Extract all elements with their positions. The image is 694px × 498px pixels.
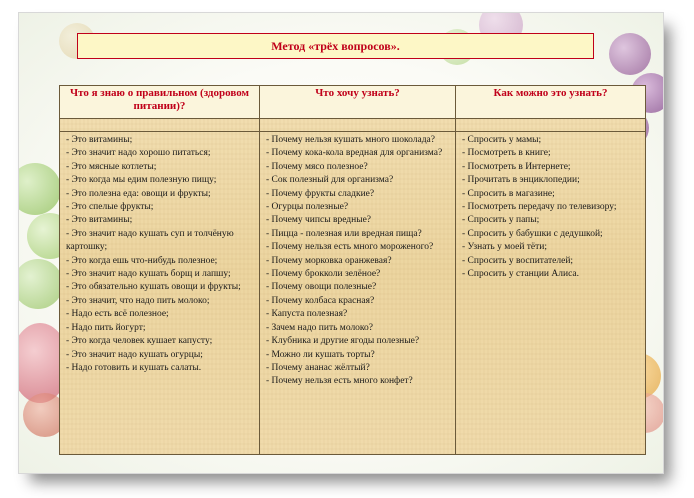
list-item: - Клубника и другие ягоды полезные? bbox=[266, 336, 420, 347]
column-what-i-want-to-know bbox=[260, 132, 456, 455]
list-item: - Это значит надо кушать суп и толчёную картошку; bbox=[66, 228, 234, 253]
table-header-row bbox=[60, 86, 646, 119]
list-item: - Спросить у воспитателей; bbox=[462, 255, 574, 266]
list-item: - Спросить у мамы; bbox=[462, 135, 542, 145]
list-item: - Посмотреть в книге; bbox=[462, 148, 551, 159]
spacer-cell bbox=[456, 119, 646, 132]
header-how-to-find-out: Как можно это узнать? bbox=[456, 86, 646, 119]
list-item: - Сок полезный для организма? bbox=[266, 175, 394, 186]
list-item: - Почему кока-кола вредная для организма? bbox=[266, 148, 443, 159]
list-item: - Это полезна еда: овощи и фрукты; bbox=[66, 188, 211, 199]
list-item: - Спросить у папы; bbox=[462, 215, 540, 226]
list-item: - Почему ананас жёлтый? bbox=[266, 362, 370, 373]
list-item: - Это когда мы едим полезную пищу; bbox=[66, 175, 217, 186]
list-item: - Это значит, что надо пить молоко; bbox=[66, 295, 210, 306]
list-item: - Зачем надо пить молоко? bbox=[266, 322, 374, 333]
sources-list bbox=[462, 134, 639, 281]
list-item: - Можно ли кушать торты? bbox=[266, 349, 375, 360]
list-item: - Надо есть всё полезное; bbox=[66, 309, 169, 320]
table-body-row bbox=[60, 132, 646, 455]
list-item: - Это мясные котлеты; bbox=[66, 161, 157, 172]
list-item: - Почему нельзя кушать много шоколада? bbox=[266, 135, 435, 145]
list-item: - Это значит надо кушать борщ и лапшу; bbox=[66, 269, 231, 280]
list-item: - Это витамины; bbox=[66, 135, 133, 145]
purple-grape-decoration bbox=[609, 33, 651, 75]
list-item: - Это витамины; bbox=[66, 215, 133, 226]
known-facts-list bbox=[66, 134, 253, 375]
list-item: - Это спелые фрукты; bbox=[66, 202, 154, 213]
list-item: - Надо готовить и кушать салаты. bbox=[66, 362, 202, 373]
list-item: - Спросить у станции Алиса. bbox=[462, 269, 580, 280]
list-item: - Посмотреть передачу по телевизору; bbox=[462, 202, 617, 213]
slide-title: Метод «трёх вопросов». bbox=[77, 33, 594, 59]
list-item: - Прочитать в энциклопедии; bbox=[462, 175, 580, 186]
list-item: - Почему мясо полезное? bbox=[266, 161, 368, 172]
slide bbox=[18, 12, 664, 474]
list-item: - Почему чипсы вредные? bbox=[266, 215, 372, 226]
list-item: - Почему брокколи зелёное? bbox=[266, 269, 381, 280]
list-item: - Огурцы полезные? bbox=[266, 202, 349, 213]
list-item: - Это значит надо хорошо питаться; bbox=[66, 148, 211, 159]
list-item: - Капуста полезная? bbox=[266, 309, 348, 320]
list-item: - Спросить в магазине; bbox=[462, 188, 555, 199]
list-item: - Почему морковка оранжевая? bbox=[266, 255, 392, 266]
list-item: - Это когда человек кушает капусту; bbox=[66, 336, 213, 347]
column-how-to-find-out bbox=[456, 132, 646, 455]
header-what-i-want-to-know: Что хочу узнать? bbox=[260, 86, 456, 119]
green-grape-decoration bbox=[18, 163, 61, 215]
list-item: - Пицца - полезная или вредная пища? bbox=[266, 228, 422, 239]
list-item: - Почему фрукты сладкие? bbox=[266, 188, 375, 199]
three-questions-table bbox=[59, 85, 646, 455]
green-grape-decoration bbox=[18, 259, 63, 309]
spacer-cell bbox=[60, 119, 260, 132]
list-item: - Это значит надо кушать огурцы; bbox=[66, 349, 203, 360]
list-item: - Почему овощи полезные? bbox=[266, 282, 377, 293]
questions-list bbox=[266, 134, 449, 389]
list-item: - Спросить у бабушки с дедушкой; bbox=[462, 228, 603, 239]
spacer-cell bbox=[260, 119, 456, 132]
header-what-i-know: Что я знаю о правильном (здоровом питании)? bbox=[60, 86, 260, 119]
column-what-i-know bbox=[60, 132, 260, 455]
list-item: - Это обязательно кушать овощи и фрукты; bbox=[66, 282, 241, 293]
list-item: - Почему нельзя есть много мороженого? bbox=[266, 242, 434, 253]
list-item: - Посмотреть в Интернете; bbox=[462, 161, 571, 172]
list-item: - Надо пить йогурт; bbox=[66, 322, 146, 333]
table-spacer-row bbox=[60, 119, 646, 132]
list-item: - Узнать у моей тёти; bbox=[462, 242, 548, 253]
list-item: - Это когда ешь что-нибудь полезное; bbox=[66, 255, 218, 266]
list-item: - Почему колбаса красная? bbox=[266, 295, 375, 306]
list-item: - Почему нельзя есть много конфет? bbox=[266, 376, 413, 387]
